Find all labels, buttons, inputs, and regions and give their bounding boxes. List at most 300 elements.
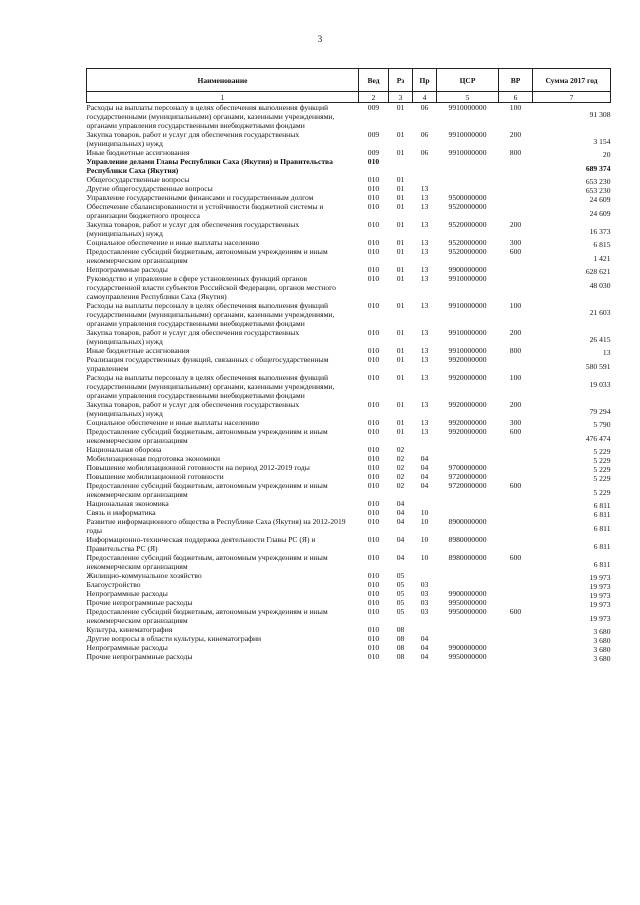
table-body: [87, 103, 611, 662]
row-ved: 010: [367, 634, 380, 643]
row-sum-value: 3 154: [593, 137, 611, 146]
row-sum-value: 20: [602, 150, 611, 159]
row-sum-value: 19 973: [589, 600, 611, 609]
row-sum: [533, 580, 611, 589]
row-vr: [499, 454, 533, 463]
row-vr: 600: [509, 247, 522, 256]
row-ved: 010: [367, 598, 380, 607]
table-row: [87, 517, 611, 535]
row-sum-value: 5 229: [593, 456, 611, 465]
row-sum: [533, 148, 611, 157]
row-sum-value: 689 374: [585, 164, 611, 173]
row-csr: 9720000000: [448, 481, 487, 490]
row-ved: 010: [367, 517, 380, 526]
row-name: Социальное обеспечение и иные выплаты населению: [86, 418, 260, 427]
row-name: Предоставление субсидий бюджетным, автономным учреждениям и иным некоммерческим организациям: [86, 553, 328, 571]
table-row: [87, 553, 611, 571]
row-vr: 600: [509, 481, 522, 490]
row-ved: 010: [367, 625, 380, 634]
row-sum-value: 19 973: [589, 591, 611, 600]
row-name: Общегосударственные вопросы: [86, 175, 190, 184]
row-rz: 01: [396, 175, 405, 184]
row-pr: 13: [420, 373, 429, 382]
row-sum-value: 6 811: [593, 510, 611, 519]
row-csr: 9920000000: [448, 427, 487, 436]
row-ved: 010: [367, 193, 380, 202]
col-index: 5: [437, 92, 499, 103]
row-sum-value: 3 680: [593, 645, 611, 654]
row-sum: [533, 553, 611, 571]
row-csr: [437, 625, 499, 634]
row-vr: 800: [509, 148, 522, 157]
row-name: Руководство и управление в сфере установленных функций органов государственной власти субъектов Российской Федерации, органов местного самоуправления Республики Саха (Якутия): [86, 274, 336, 301]
row-pr: 13: [420, 328, 429, 337]
row-vr: [499, 589, 533, 598]
row-ved: 010: [367, 373, 380, 382]
table-row: [87, 193, 611, 202]
row-pr: 13: [420, 193, 429, 202]
row-sum-value: 6 811: [593, 501, 611, 510]
row-pr: 13: [420, 346, 429, 355]
row-name: Непрограммные расходы: [86, 643, 168, 652]
row-csr: 9910000000: [448, 328, 487, 337]
row-vr: [499, 517, 533, 535]
row-ved: 010: [367, 202, 380, 211]
row-csr: 9920000000: [448, 355, 487, 364]
row-name: Иные бюджетные ассигнования: [86, 148, 190, 157]
row-vr: [499, 157, 533, 175]
row-name: Управление делами Главы Республики Саха (Якутия) и Правительства Республики Саха (Якутия): [86, 157, 333, 175]
row-rz: 05: [396, 607, 405, 616]
row-name: Непрограммные расходы: [86, 589, 168, 598]
row-sum: [533, 238, 611, 247]
row-csr: 9920000000: [448, 373, 487, 382]
row-rz: 01: [396, 148, 405, 157]
row-name: Управление государственными финансами и государственным долгом: [86, 193, 314, 202]
row-sum-value: 653 230: [585, 186, 611, 195]
row-rz: 01: [396, 184, 405, 193]
row-vr: [499, 184, 533, 193]
row-csr: [437, 634, 499, 643]
row-ved: 010: [367, 463, 380, 472]
row-vr: 600: [509, 427, 522, 436]
row-sum-value: 6 811: [593, 524, 611, 533]
row-sum: [533, 499, 611, 508]
row-pr: 13: [420, 301, 429, 310]
row-pr: 06: [420, 148, 429, 157]
row-sum-value: 5 229: [593, 465, 611, 474]
row-sum: [533, 130, 611, 148]
row-ved: 010: [367, 301, 380, 310]
row-sum: [533, 274, 611, 301]
table-row: [87, 247, 611, 265]
header-pr: Пр: [413, 69, 437, 92]
header-sum: Сумма 2017 год: [533, 69, 611, 92]
row-pr: 06: [420, 130, 429, 139]
row-csr: [437, 454, 499, 463]
row-pr: 04: [420, 481, 429, 490]
row-csr: 9520000000: [448, 238, 487, 247]
row-csr: [437, 445, 499, 454]
row-rz: 01: [396, 130, 405, 139]
row-rz: 02: [396, 463, 405, 472]
row-sum: [533, 301, 611, 328]
row-sum: [533, 373, 611, 400]
row-csr: 9910000000: [448, 148, 487, 157]
row-vr: [499, 193, 533, 202]
row-vr: [499, 463, 533, 472]
row-sum: [533, 193, 611, 202]
row-ved: 010: [367, 355, 380, 364]
row-name: Жилищно-коммунальное хозяйство: [86, 571, 202, 580]
row-sum: [533, 508, 611, 517]
row-name: Социальное обеспечение и иные выплаты населению: [86, 238, 260, 247]
row-ved: 010: [367, 346, 380, 355]
row-rz: 05: [396, 580, 405, 589]
row-rz: 01: [396, 346, 405, 355]
row-name: Предоставление субсидий бюджетным, автономным учреждениям и иным некоммерческим организациям: [86, 607, 328, 625]
row-csr: 9910000000: [448, 301, 487, 310]
row-pr: 10: [420, 508, 429, 517]
row-sum: [533, 157, 611, 175]
row-vr: 200: [509, 328, 522, 337]
row-rz: 01: [396, 202, 405, 211]
table-row: [87, 643, 611, 652]
row-sum: [533, 607, 611, 625]
row-sum-value: 91 308: [589, 110, 611, 119]
row-vr: 800: [509, 346, 522, 355]
row-ved: 010: [367, 535, 380, 544]
row-pr: 13: [420, 220, 429, 229]
row-ved: 010: [367, 571, 380, 580]
row-sum: [533, 328, 611, 346]
row-sum-value: 1 421: [593, 254, 611, 263]
row-pr: [413, 175, 437, 184]
table-row: [87, 373, 611, 400]
row-sum-value: 3 680: [593, 627, 611, 636]
row-csr: 9950000000: [448, 598, 487, 607]
row-pr: 13: [420, 400, 429, 409]
row-rz: 01: [396, 418, 405, 427]
row-pr: 04: [420, 643, 429, 652]
row-csr: 9700000000: [448, 463, 487, 472]
row-vr: [499, 598, 533, 607]
row-ved: 010: [367, 481, 380, 490]
row-sum: [533, 481, 611, 499]
table-row: [87, 508, 611, 517]
row-sum: [533, 247, 611, 265]
row-vr: 300: [509, 418, 522, 427]
row-vr: [499, 580, 533, 589]
page-number: 3: [317, 34, 323, 44]
table-row: [87, 472, 611, 481]
row-name: Непрограммные расходы: [86, 265, 168, 274]
row-pr: 03: [420, 598, 429, 607]
row-sum-value: 653 230: [585, 177, 611, 186]
row-pr: 06: [420, 103, 429, 112]
table-row: [87, 571, 611, 580]
table-row: [87, 328, 611, 346]
row-csr: 9520000000: [448, 220, 487, 229]
row-csr: 9920000000: [448, 418, 487, 427]
row-sum-value: 5 790: [593, 420, 611, 429]
table-row: [87, 400, 611, 418]
row-rz: 05: [396, 571, 405, 580]
row-sum-value: 26 415: [589, 335, 611, 344]
row-vr: 200: [509, 220, 522, 229]
row-ved: 010: [367, 607, 380, 616]
row-csr: [437, 580, 499, 589]
row-sum: [533, 445, 611, 454]
header-name: Наименование: [87, 69, 359, 92]
row-pr: [413, 157, 437, 175]
row-pr: [413, 499, 437, 508]
row-pr: [413, 445, 437, 454]
row-sum-value: 6 811: [593, 560, 611, 569]
row-ved: 010: [367, 238, 380, 247]
row-csr: 9920000000: [448, 400, 487, 409]
row-sum-value: 3 680: [593, 654, 611, 663]
table-row: [87, 634, 611, 643]
row-rz: 08: [396, 625, 405, 634]
table-row: [87, 274, 611, 301]
row-csr: [437, 508, 499, 517]
row-csr: 9950000000: [448, 652, 487, 661]
row-sum: [533, 427, 611, 445]
row-csr: [437, 175, 499, 184]
table-row: [87, 157, 611, 175]
row-rz: 01: [396, 220, 405, 229]
row-sum-value: 5 229: [593, 474, 611, 483]
row-csr: [437, 499, 499, 508]
row-sum-value: 3 680: [593, 636, 611, 645]
row-ved: 009: [367, 130, 380, 139]
row-csr: 9900000000: [448, 589, 487, 598]
row-name: Предоставление субсидий бюджетным, автономным учреждениям и иным некоммерческим организациям: [86, 427, 328, 445]
row-csr: 9500000000: [448, 193, 487, 202]
row-vr: 300: [509, 238, 522, 247]
table-row: [87, 220, 611, 238]
row-sum-value: 24 609: [589, 195, 611, 204]
row-name: Культура, кинематография: [86, 625, 173, 634]
row-rz: 08: [396, 652, 405, 661]
row-pr: [413, 625, 437, 634]
table-row: [87, 589, 611, 598]
row-rz: 01: [396, 265, 405, 274]
row-ved: 010: [367, 247, 380, 256]
row-name: Другие общегосударственные вопросы: [86, 184, 213, 193]
row-sum-value: 24 609: [589, 209, 611, 218]
row-pr: 13: [420, 427, 429, 436]
row-sum: [533, 535, 611, 553]
row-rz: 02: [396, 472, 405, 481]
row-ved: 009: [367, 148, 380, 157]
row-rz: 04: [396, 535, 405, 544]
table-row: [87, 481, 611, 499]
row-pr: 13: [420, 202, 429, 211]
row-vr: 600: [509, 607, 522, 616]
row-csr: 9720000000: [448, 472, 487, 481]
row-sum: [533, 265, 611, 274]
row-rz: 08: [396, 634, 405, 643]
row-name: Расходы на выплаты персоналу в целях обеспечения выполнения функций государственными (муниципальными) органами, казенными учреждениями, органами управления государственными внебюджетными фондами: [86, 103, 335, 130]
row-vr: [499, 202, 533, 220]
row-pr: 04: [420, 652, 429, 661]
row-vr: 200: [509, 130, 522, 139]
row-sum: [533, 598, 611, 607]
row-ved: 010: [367, 328, 380, 337]
row-ved: 010: [367, 652, 380, 661]
row-vr: 600: [509, 553, 522, 562]
row-pr: 13: [420, 247, 429, 256]
row-rz: 01: [396, 247, 405, 256]
row-name: Предоставление субсидий бюджетным, автономным учреждениям и иным некоммерческим организациям: [86, 247, 328, 265]
row-pr: 03: [420, 589, 429, 598]
row-name: Закупка товаров, работ и услуг для обеспечения государственных (муниципальных) нужд: [86, 400, 300, 418]
row-csr: [437, 157, 499, 175]
row-rz: 02: [396, 454, 405, 463]
row-rz: 04: [396, 553, 405, 562]
row-ved: 010: [367, 265, 380, 274]
row-sum-value: 21 603: [589, 308, 611, 317]
table-row: [87, 202, 611, 220]
table-row: [87, 175, 611, 184]
row-sum: [533, 418, 611, 427]
table-row: [87, 580, 611, 589]
row-rz: [389, 157, 413, 175]
row-vr: 100: [509, 301, 522, 310]
row-rz: 01: [396, 400, 405, 409]
row-csr: [437, 571, 499, 580]
table-row: [87, 454, 611, 463]
row-csr: 8900000000: [448, 517, 487, 526]
row-pr: 13: [420, 418, 429, 427]
row-rz: 05: [396, 589, 405, 598]
row-name: Закупка товаров, работ и услуг для обеспечения государственных (муниципальных) нужд: [86, 130, 300, 148]
table-row: [87, 499, 611, 508]
header-csr: ЦСР: [437, 69, 499, 92]
table-row: [87, 427, 611, 445]
row-csr: 9910000000: [448, 130, 487, 139]
row-rz: 04: [396, 499, 405, 508]
row-csr: 9520000000: [448, 202, 487, 211]
row-rz: 01: [396, 301, 405, 310]
row-pr: 10: [420, 535, 429, 544]
row-pr: [413, 571, 437, 580]
row-sum: [533, 517, 611, 535]
row-name: Реализация государственных функций, связанных с общегосударственным управлением: [86, 355, 329, 373]
row-vr: [499, 535, 533, 553]
header-vr: ВР: [499, 69, 533, 92]
row-csr: 9910000000: [448, 274, 487, 283]
row-ved: 010: [367, 157, 380, 166]
row-csr: 9910000000: [448, 103, 487, 112]
col-index: 2: [359, 92, 389, 103]
row-sum-value: 6 815: [593, 240, 611, 249]
row-sum: [533, 589, 611, 598]
row-sum: [533, 220, 611, 238]
row-sum-value: 580 591: [585, 362, 611, 371]
row-name: Закупка товаров, работ и услуг для обеспечения государственных (муниципальных) нужд: [86, 328, 300, 346]
table-row: [87, 346, 611, 355]
row-pr: 03: [420, 607, 429, 616]
row-vr: [499, 274, 533, 301]
col-index: 3: [389, 92, 413, 103]
row-sum: [533, 400, 611, 418]
row-ved: 009: [367, 103, 380, 112]
row-name: Развитие информационного общества в Республике Саха (Якутия) на 2012-2019 годы: [86, 517, 346, 535]
row-sum: [533, 184, 611, 193]
row-pr: 04: [420, 634, 429, 643]
table-row: [87, 148, 611, 157]
col-index: 4: [413, 92, 437, 103]
row-vr: [499, 175, 533, 184]
row-pr: 13: [420, 274, 429, 283]
table-header-row: [87, 69, 611, 92]
row-vr: [499, 634, 533, 643]
row-sum-value: 19 033: [589, 380, 611, 389]
row-sum-value: 5 229: [593, 447, 611, 456]
row-vr: [499, 265, 533, 274]
row-pr: 10: [420, 517, 429, 526]
row-sum: [533, 472, 611, 481]
table-row: [87, 445, 611, 454]
row-ved: 010: [367, 445, 380, 454]
row-rz: 01: [396, 274, 405, 283]
row-sum: [533, 625, 611, 634]
row-ved: 010: [367, 220, 380, 229]
row-rz: 01: [396, 373, 405, 382]
row-csr: 8980000000: [448, 535, 487, 544]
row-sum-value: 6 811: [593, 542, 611, 551]
row-vr: [499, 643, 533, 652]
row-sum-value: 19 973: [589, 573, 611, 582]
row-name: Информационно-техническая поддержка деятельности Главы РС (Я) и Правительства РС (Я): [86, 535, 316, 553]
row-sum-value: 48 030: [589, 281, 611, 290]
row-name: Мобилизационная подготовка экономики: [86, 454, 221, 463]
col-index: 6: [499, 92, 533, 103]
row-sum: [533, 346, 611, 355]
col-index: 1: [87, 92, 359, 103]
row-csr: 9950000000: [448, 607, 487, 616]
row-sum-value: 628 621: [585, 267, 611, 276]
row-rz: 01: [396, 328, 405, 337]
table-row: [87, 238, 611, 247]
row-name: Национальная экономика: [86, 499, 169, 508]
row-vr: [499, 625, 533, 634]
row-csr: 9520000000: [448, 247, 487, 256]
row-vr: 100: [509, 103, 522, 112]
row-sum-value: 79 294: [589, 407, 611, 416]
table-row: [87, 418, 611, 427]
row-rz: 01: [396, 103, 405, 112]
header-rz: Рз: [389, 69, 413, 92]
table-row: [87, 103, 611, 131]
row-name: Предоставление субсидий бюджетным, автономным учреждениям и иным некоммерческим организациям: [86, 481, 328, 499]
table-row: [87, 625, 611, 634]
row-name: Обеспечение сбалансированности и устойчивости бюджетной системы и организации бюджетного процесса: [86, 202, 324, 220]
table-row: [87, 607, 611, 625]
row-pr: 13: [420, 355, 429, 364]
row-pr: 04: [420, 454, 429, 463]
row-sum-value: 16 373: [589, 227, 611, 236]
row-name: Связь и информатика: [86, 508, 156, 517]
row-pr: 13: [420, 184, 429, 193]
row-name: Расходы на выплаты персоналу в целях обеспечения выполнения функций государственными (муниципальными) органами, казенными учреждениями, органами управления государственными внебюджетными фондами: [86, 373, 335, 400]
row-ved: 010: [367, 427, 380, 436]
row-ved: 010: [367, 400, 380, 409]
row-rz: 01: [396, 355, 405, 364]
